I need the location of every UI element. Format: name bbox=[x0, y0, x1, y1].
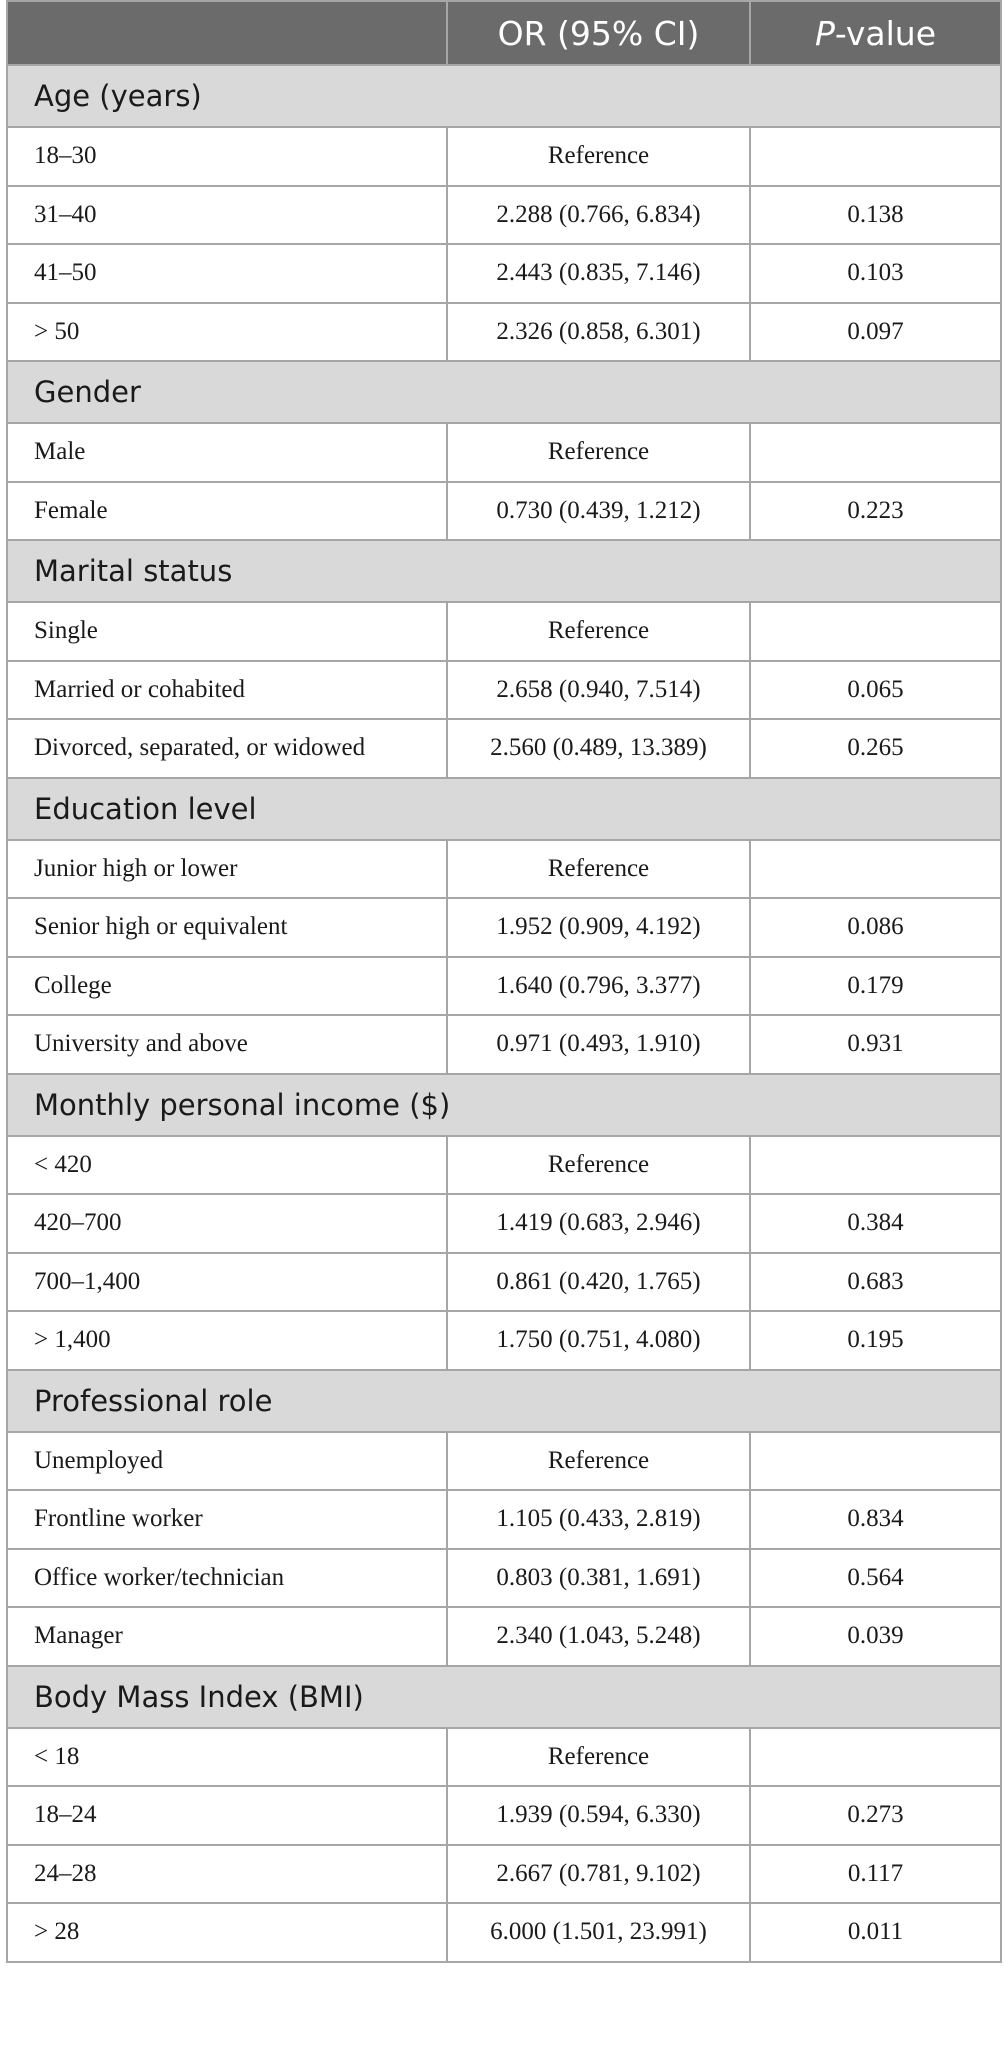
row-label: < 18 bbox=[7, 1728, 447, 1787]
table-row bbox=[7, 482, 1001, 541]
section-title: Professional role bbox=[7, 1370, 1001, 1432]
table-row bbox=[7, 1194, 1001, 1253]
table-row bbox=[7, 1136, 1001, 1195]
table-row bbox=[7, 1490, 1001, 1549]
table-row bbox=[7, 602, 1001, 661]
row-label: 31–40 bbox=[7, 186, 447, 245]
table-row bbox=[7, 840, 1001, 899]
row-or-ci: 1.750 (0.751, 4.080) bbox=[447, 1311, 750, 1370]
row-p-value bbox=[750, 1432, 1001, 1491]
row-p-value: 0.011 bbox=[750, 1903, 1001, 1962]
row-label: Junior high or lower bbox=[7, 840, 447, 899]
section-title: Monthly personal income ($) bbox=[7, 1074, 1001, 1136]
odds-ratio-table bbox=[6, 0, 1002, 1963]
row-label: Married or cohabited bbox=[7, 661, 447, 720]
row-p-value: 0.273 bbox=[750, 1786, 1001, 1845]
row-label: > 50 bbox=[7, 303, 447, 362]
row-label: University and above bbox=[7, 1015, 447, 1074]
row-label: Unemployed bbox=[7, 1432, 447, 1491]
table-row bbox=[7, 1607, 1001, 1666]
table-row bbox=[7, 1015, 1001, 1074]
row-p-value: 0.065 bbox=[750, 661, 1001, 720]
row-p-value: 0.834 bbox=[750, 1490, 1001, 1549]
table-row bbox=[7, 1845, 1001, 1904]
section-title: Education level bbox=[7, 778, 1001, 840]
section-header-row bbox=[7, 1074, 1001, 1136]
row-label: 18–24 bbox=[7, 1786, 447, 1845]
table-row bbox=[7, 1728, 1001, 1787]
row-label: 24–28 bbox=[7, 1845, 447, 1904]
table-row bbox=[7, 661, 1001, 720]
header-p-rest: -value bbox=[834, 13, 937, 53]
table-row bbox=[7, 1786, 1001, 1845]
section-header-row bbox=[7, 1666, 1001, 1728]
row-or-ci: 1.640 (0.796, 3.377) bbox=[447, 957, 750, 1016]
row-or-ci: 2.340 (1.043, 5.248) bbox=[447, 1607, 750, 1666]
row-label: Divorced, separated, or widowed bbox=[7, 719, 447, 778]
row-or-ci: Reference bbox=[447, 840, 750, 899]
header-variable bbox=[7, 1, 447, 65]
section-title: Marital status bbox=[7, 540, 1001, 602]
section-header-row bbox=[7, 361, 1001, 423]
row-label: Female bbox=[7, 482, 447, 541]
table-row bbox=[7, 303, 1001, 362]
row-p-value: 0.564 bbox=[750, 1549, 1001, 1608]
row-label: Single bbox=[7, 602, 447, 661]
row-p-value: 0.223 bbox=[750, 482, 1001, 541]
row-or-ci: 0.861 (0.420, 1.765) bbox=[447, 1253, 750, 1312]
row-label: Frontline worker bbox=[7, 1490, 447, 1549]
row-label: Senior high or equivalent bbox=[7, 898, 447, 957]
table-body bbox=[7, 65, 1001, 1962]
row-p-value bbox=[750, 127, 1001, 186]
row-p-value: 0.097 bbox=[750, 303, 1001, 362]
section-header-row bbox=[7, 540, 1001, 602]
row-or-ci: Reference bbox=[447, 602, 750, 661]
row-label: College bbox=[7, 957, 447, 1016]
header-p-italic: P bbox=[814, 13, 835, 53]
row-label: 41–50 bbox=[7, 244, 447, 303]
row-p-value: 0.039 bbox=[750, 1607, 1001, 1666]
row-p-value: 0.384 bbox=[750, 1194, 1001, 1253]
table-row bbox=[7, 1432, 1001, 1491]
row-p-value bbox=[750, 1136, 1001, 1195]
section-title: Age (years) bbox=[7, 65, 1001, 127]
table-row bbox=[7, 127, 1001, 186]
row-p-value: 0.179 bbox=[750, 957, 1001, 1016]
table-row bbox=[7, 423, 1001, 482]
section-header-row bbox=[7, 65, 1001, 127]
table-row bbox=[7, 244, 1001, 303]
row-label: Manager bbox=[7, 1607, 447, 1666]
row-or-ci: 2.326 (0.858, 6.301) bbox=[447, 303, 750, 362]
row-or-ci: Reference bbox=[447, 1136, 750, 1195]
row-or-ci: 1.952 (0.909, 4.192) bbox=[447, 898, 750, 957]
row-label: > 28 bbox=[7, 1903, 447, 1962]
row-p-value bbox=[750, 840, 1001, 899]
section-title: Gender bbox=[7, 361, 1001, 423]
row-or-ci: 2.667 (0.781, 9.102) bbox=[447, 1845, 750, 1904]
table-row bbox=[7, 186, 1001, 245]
table-row bbox=[7, 898, 1001, 957]
row-or-ci: 0.730 (0.439, 1.212) bbox=[447, 482, 750, 541]
row-p-value bbox=[750, 1728, 1001, 1787]
row-or-ci: 2.560 (0.489, 13.389) bbox=[447, 719, 750, 778]
row-or-ci: 0.971 (0.493, 1.910) bbox=[447, 1015, 750, 1074]
row-p-value: 0.931 bbox=[750, 1015, 1001, 1074]
row-or-ci: 6.000 (1.501, 23.991) bbox=[447, 1903, 750, 1962]
table-row bbox=[7, 957, 1001, 1016]
row-label: 700–1,400 bbox=[7, 1253, 447, 1312]
row-or-ci: Reference bbox=[447, 127, 750, 186]
table-row bbox=[7, 1311, 1001, 1370]
row-label: 420–700 bbox=[7, 1194, 447, 1253]
row-p-value: 0.103 bbox=[750, 244, 1001, 303]
table-row bbox=[7, 1903, 1001, 1962]
row-p-value: 0.138 bbox=[750, 186, 1001, 245]
row-label: Office worker/technician bbox=[7, 1549, 447, 1608]
row-label: > 1,400 bbox=[7, 1311, 447, 1370]
row-p-value bbox=[750, 423, 1001, 482]
row-label: Male bbox=[7, 423, 447, 482]
row-or-ci: 1.105 (0.433, 2.819) bbox=[447, 1490, 750, 1549]
row-or-ci: 2.443 (0.835, 7.146) bbox=[447, 244, 750, 303]
table-row bbox=[7, 719, 1001, 778]
row-p-value: 0.086 bbox=[750, 898, 1001, 957]
table-header-row bbox=[7, 1, 1001, 65]
header-or-ci: OR (95% CI) bbox=[447, 1, 750, 65]
row-or-ci: Reference bbox=[447, 1432, 750, 1491]
row-p-value: 0.117 bbox=[750, 1845, 1001, 1904]
table-row bbox=[7, 1253, 1001, 1312]
row-or-ci: 0.803 (0.381, 1.691) bbox=[447, 1549, 750, 1608]
row-p-value: 0.265 bbox=[750, 719, 1001, 778]
row-label: 18–30 bbox=[7, 127, 447, 186]
section-header-row bbox=[7, 778, 1001, 840]
row-or-ci: Reference bbox=[447, 1728, 750, 1787]
row-p-value: 0.195 bbox=[750, 1311, 1001, 1370]
section-title: Body Mass Index (BMI) bbox=[7, 1666, 1001, 1728]
header-p-value bbox=[750, 1, 1001, 65]
table-row bbox=[7, 1549, 1001, 1608]
row-p-value: 0.683 bbox=[750, 1253, 1001, 1312]
section-header-row bbox=[7, 1370, 1001, 1432]
row-or-ci: 2.658 (0.940, 7.514) bbox=[447, 661, 750, 720]
row-label: < 420 bbox=[7, 1136, 447, 1195]
row-or-ci: 1.419 (0.683, 2.946) bbox=[447, 1194, 750, 1253]
row-or-ci: Reference bbox=[447, 423, 750, 482]
row-or-ci: 1.939 (0.594, 6.330) bbox=[447, 1786, 750, 1845]
row-p-value bbox=[750, 602, 1001, 661]
row-or-ci: 2.288 (0.766, 6.834) bbox=[447, 186, 750, 245]
